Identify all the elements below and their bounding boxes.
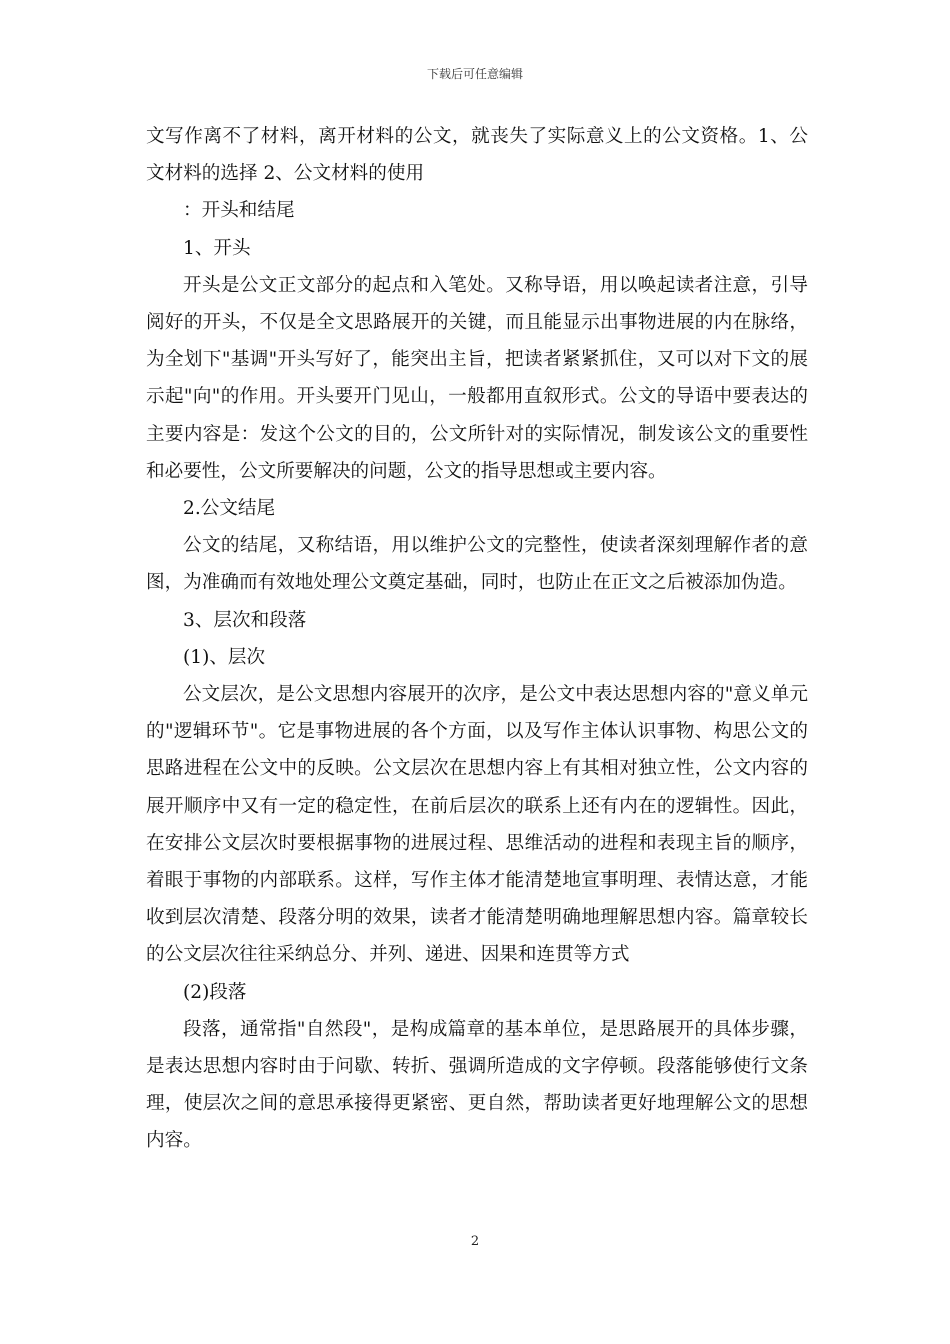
paragraph-ending: 公文的结尾，又称结语，用以维护公文的完整性，使读者深刻理解作者的意图，为准确而有效地处理公文奠定基础，同时，也防止在正文之后被添加伪造。	[146, 535, 808, 594]
heading-opening-and-ending: ：开头和结尾	[183, 200, 295, 222]
heading-paragraphs: (2)段落	[183, 981, 247, 1003]
paragraph-opening: 开头是公文正文部分的起点和入笔处。又称导语，用以唤起读者注意，引导阅好的开头，不仅是全文思路展开的关键，而且能显示出事物进展的内在脉络，为全划下"基调"开头写好了，能突出主旨，把读者紧紧抓住，又可以对下文的展示起"向"的作用。开头要开门见山，一般都用直叙形式。公文的导语中要表达的主要内容是：发这个公文的目的，公文所针对的实际情况，制发该公文的重要性和必要性，公文所要解决的问题，公文的指导思想或主要内容。	[146, 274, 808, 482]
paragraph-levels: 公文层次，是公文思想内容展开的次序，是公文中表达思想内容的"意义单元的"逻辑环节"。它是事物进展的各个方面，以及写作主体认识事物、构思公文的思路进程在公文中的反映。公文层次在思想内容上有其相对独立性，公文内容的展开顺序中又有一定的稳定性，在前后层次的联系上还有内在的逻辑性。因此，在安排公文层次时要根据事物的进展过程、思维活动的进程和表现主旨的顺序，着眼于事物的内部联系。这样，写作主体才能清楚地宣事明理、表情达意，才能收到层次清楚、段落分明的效果，读者才能清楚明确地理解思想内容。篇章较长的公文层次往往采纳总分、并列、递进、因果和连贯等方式	[146, 684, 808, 966]
document-body	[146, 118, 808, 1160]
heading-ending: 2.公文结尾	[183, 498, 276, 520]
heading-opening: 1、开头	[183, 237, 251, 259]
page-header: 下载后可任意编辑	[426, 67, 523, 81]
heading-levels-and-paragraphs: 3、层次和段落	[183, 609, 307, 631]
paragraph-paragraphs: 段落，通常指"自然段"，是构成篇章的基本单位，是思路展开的具体步骤，是表达思想内容时由于问歇、转折、强调所造成的文字停顿。段落能够使行文条理，使层次之间的意思承接得更紧密、更自然，帮助读者更好地理解公文的思想内容。	[146, 1018, 808, 1152]
paragraph-intro-continuation: 文写作离不了材料，离开材料的公文，就丧失了实际意义上的公文资格。1、公文材料的选择 2、公文材料的使用	[146, 126, 808, 185]
page-number: 2	[470, 1234, 480, 1249]
heading-levels: (1)、层次	[183, 646, 266, 668]
